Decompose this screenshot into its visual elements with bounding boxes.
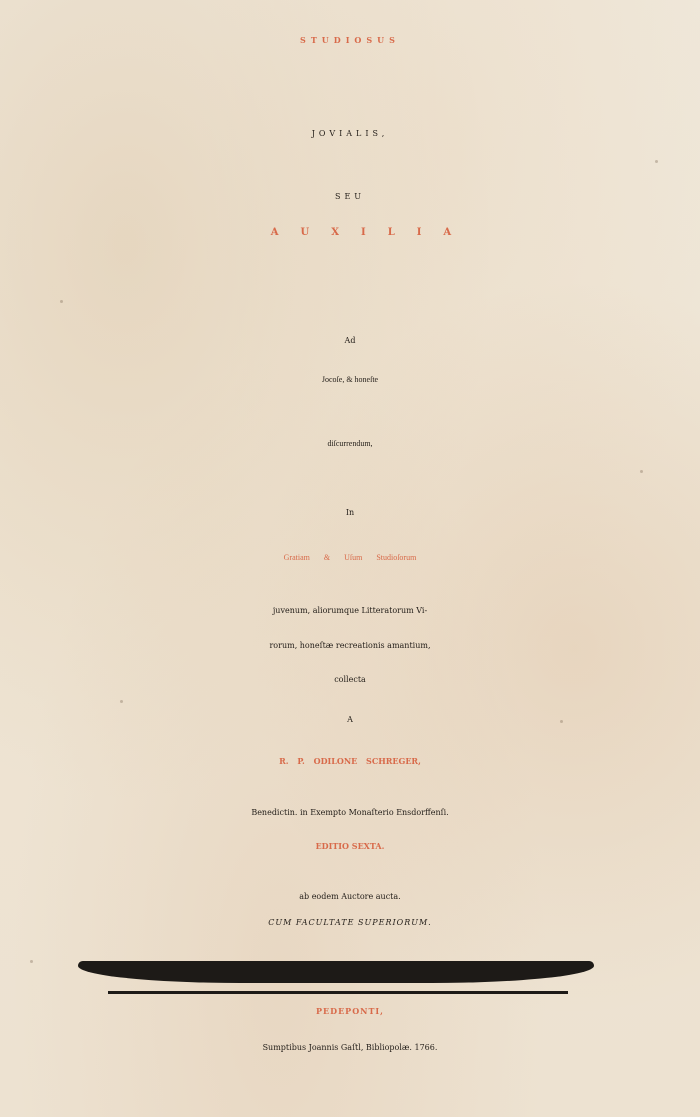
imprint-place: PEDEPONTI, (316, 1006, 384, 1016)
paper-speck (60, 300, 63, 303)
title-studiosus: STUDIOSUS (300, 35, 400, 45)
author-affiliation: Benedictin. in Exempto Monaſterio Ensdorffenſi. (251, 808, 449, 817)
dedication-line-2: rorum, honeſtæ recreationis amantium, (269, 641, 431, 650)
paper-speck (655, 160, 658, 163)
title-auxilia: AUXILIA (270, 227, 474, 238)
permission-statement: CUM FACULTATE SUPERIORUM. (268, 918, 432, 927)
author-name: R. P. ODILONE SCHREGER, (279, 756, 421, 766)
paper-speck (560, 720, 563, 723)
title-jovialis: JOVIALIS, (311, 129, 389, 138)
subtitle-discurrendum: diſcurrendum, (327, 439, 373, 448)
paper-speck (30, 960, 33, 963)
subtitle-ad: Ad (344, 336, 356, 345)
ornamental-rule-thin (108, 991, 568, 994)
subtitle-jocose: Jocoſe, & honeſte (321, 375, 379, 384)
dedication-line-1: juvenum, aliorumque Litteratorum Vi- (272, 606, 428, 615)
imprint-publisher: Sumptibus Joannis Gaſtl, Bibliopolæ. 1766. (262, 1043, 438, 1052)
subtitle-gratiam: Gratiam & Uſum Studioſorum (283, 553, 417, 562)
subtitle-in: In (345, 508, 355, 517)
paper-speck (640, 470, 643, 473)
paper-speck (120, 700, 123, 703)
edition-note: ab eodem Auctore aucta. (299, 892, 401, 901)
title-seu: SEU (334, 192, 366, 201)
author-preposition: A (347, 715, 353, 724)
edition-statement: EDITIO SEXTA. (315, 841, 385, 851)
dedication-collecta: collecta (334, 675, 366, 684)
ornamental-rule-thick (78, 961, 594, 983)
